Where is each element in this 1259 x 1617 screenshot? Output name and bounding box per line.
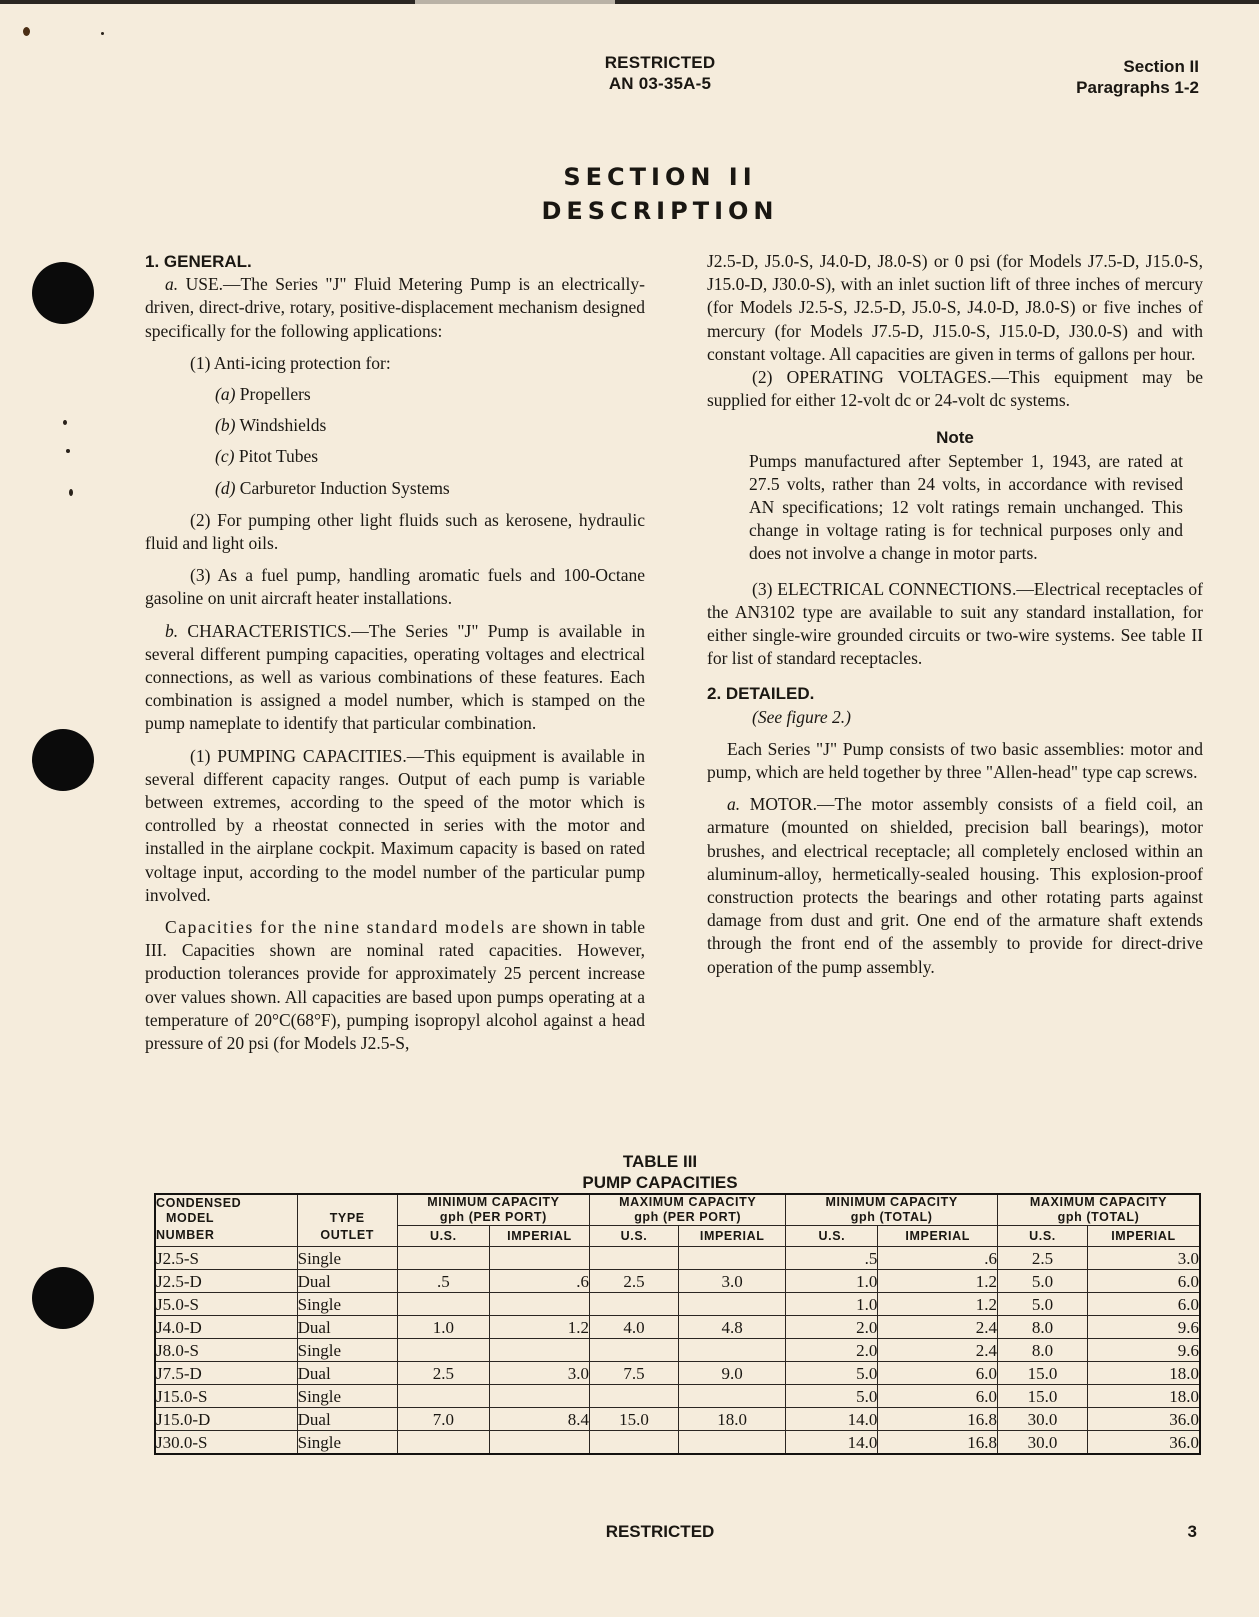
cell-type: Single [297,1385,397,1408]
cell-model: J15.0-D [155,1408,297,1431]
column-header-model-number: NUMBER [155,1226,297,1247]
cell-max-port-imp: 3.0 [679,1270,786,1293]
cell-min-tot-imp: 1.2 [878,1293,998,1316]
ink-speck [23,27,30,36]
cell-model: J15.0-S [155,1385,297,1408]
see-figure-reference: (See figure 2.) [752,706,851,727]
cell-min-port-imp: 1.2 [489,1316,589,1339]
cell-max-tot-imp: 9.6 [1087,1316,1200,1339]
cell-max-tot-imp: 3.0 [1087,1247,1200,1270]
cell-min-tot-imp: 16.8 [878,1408,998,1431]
cell-max-port-us [590,1385,679,1408]
cell-max-port-imp [679,1247,786,1270]
cell-max-port-us: 4.0 [590,1316,679,1339]
cell-min-tot-us: 1.0 [786,1293,878,1316]
cell-min-port-us [397,1431,489,1455]
cell-type: Dual [297,1270,397,1293]
paragraph-characteristics: b. CHARACTERISTICS.—The Series "J" Pump is available in several different pumping capacities, operating voltages and electrical connections, as well as various combinations of these features. Each combination is assigned a model number, which is stamped on the pump nameplate to identify that particular combination. [145,620,645,734]
paragraph-motor: a. MOTOR.—The motor assembly consists of a field coil, an armature (mounted on shielded, precision ball bearings), motor brushes, and electrical receptacle; all completely enclosed within an aluminum-alloy, hermetically-sealed housing. This explosion-proof construction protects the bearings and other rotating parts against damage from dust and grit. One end of the armature shaft extends through the front end of the assembly to provide for direct-drive operation of the pump assembly. [707,794,1203,977]
cell-min-tot-imp: 16.8 [878,1431,998,1455]
subheader-imperial: IMPERIAL [489,1226,589,1247]
cell-min-tot-imp: 1.2 [878,1270,998,1293]
cell-max-tot-imp: 6.0 [1087,1270,1200,1293]
paragraph-continuation: J2.5-D, J5.0-S, J4.0-D, J8.0-S) or 0 psi (for Models J7.5-D, J15.0-S, J15.0-D, J30.0-S), with an inlet suction lift of three inches of mercury (for Models J2.5-S, J2.5-D, J5.0-S, J4.0-D, J8.0-S) or five inches of mercury (for Models J7.5-D, J15.0-S, J15.0-D, J30.0-S) and with constant voltage. All capacities are given in terms of gallons per hour. [707,251,1203,364]
cell-max-tot-us: 30.0 [998,1408,1088,1431]
section-title-line2: DESCRIPTION [541,197,779,225]
page-header-center [560,52,760,94]
subheader-imperial: IMPERIAL [878,1226,998,1247]
table-row [155,1270,1200,1293]
label-b: b. [165,620,179,641]
column-header-type: TYPE [297,1194,397,1226]
page-number: 3 [1187,1522,1197,1541]
application-1a: (a) Propellers [215,384,311,405]
table-row [155,1293,1200,1316]
scan-top-edge [0,0,1259,4]
paragraph-assemblies: Each Series "J" Pump consists of two basic assemblies: motor and pump, which are held together by three "Allen-head" type cap screws. [707,738,1203,783]
table-caption: PUMP CAPACITIES [582,1173,738,1192]
header-classification: RESTRICTED [604,53,716,72]
left-column [145,250,645,1055]
cell-max-tot-imp: 36.0 [1087,1431,1200,1455]
table-row [155,1247,1200,1270]
cell-min-tot-us: 2.0 [786,1339,878,1362]
cell-max-tot-imp: 18.0 [1087,1362,1200,1385]
table-title [560,1151,760,1193]
header-doc-number: AN 03-35A-5 [608,74,712,93]
cell-min-tot-us: 14.0 [786,1408,878,1431]
cell-max-tot-imp: 18.0 [1087,1385,1200,1408]
cell-min-tot-imp: 2.4 [878,1316,998,1339]
subheader-us: U.S. [397,1226,489,1247]
cell-min-port-imp: .6 [489,1270,589,1293]
cell-max-port-imp: 4.8 [679,1316,786,1339]
section-title-line1: SECTION II [563,163,757,191]
cell-max-port-us: 2.5 [590,1270,679,1293]
cell-max-tot-imp: 36.0 [1087,1408,1200,1431]
right-column [707,250,1203,979]
binder-hole-icon [32,729,94,791]
label-a: a. [727,794,741,815]
subheader-us: U.S. [590,1226,679,1247]
cell-max-port-us: 7.5 [590,1362,679,1385]
cell-model: J2.5-S [155,1247,297,1270]
cell-min-port-imp [489,1247,589,1270]
cell-min-port-us [397,1247,489,1270]
cell-max-port-us: 15.0 [590,1408,679,1431]
cell-min-tot-imp: 2.4 [878,1339,998,1362]
cell-min-tot-us: 2.0 [786,1316,878,1339]
cell-min-port-us [397,1339,489,1362]
pump-capacities-table [154,1193,1201,1455]
table-body [155,1247,1200,1455]
note-title: Note [936,428,974,448]
cell-type: Single [297,1339,397,1362]
table-row [155,1431,1200,1455]
cell-max-tot-us: 8.0 [998,1339,1088,1362]
cell-type: Dual [297,1316,397,1339]
column-group-max-total: MAXIMUM CAPACITY gph (TOTAL) [998,1194,1201,1226]
cell-min-port-imp: 3.0 [489,1362,589,1385]
column-group-min-total: MINIMUM CAPACITY gph (TOTAL) [786,1194,998,1226]
cell-max-tot-us: 15.0 [998,1362,1088,1385]
note-body: Pumps manufactured after September 1, 1943, are rated at 27.5 volts, rather than 24 volts, in accordance with revised AN specifications; 12 volt ratings remain unchanged. This change in voltage rating is for technical purposes only and does not involve a change in motor parts. [749,450,1183,564]
column-header-model: CONDENSED MODEL [155,1194,297,1226]
cell-max-tot-us: 5.0 [998,1293,1088,1316]
application-1d: (d) Carburetor Induction Systems [215,477,450,498]
cell-type: Single [297,1293,397,1316]
cell-type: Dual [297,1362,397,1385]
cell-max-tot-us: 5.0 [998,1270,1088,1293]
cell-max-tot-imp: 9.6 [1087,1339,1200,1362]
cell-model: J8.0-S [155,1339,297,1362]
table-row [155,1362,1200,1385]
table-number: TABLE III [622,1152,698,1171]
cell-max-port-us [590,1293,679,1316]
cell-max-port-imp [679,1339,786,1362]
cell-min-port-imp [489,1385,589,1408]
application-2: (2) For pumping other light fluids such as kerosene, hydraulic fluid and light oils. [145,509,645,554]
table-header-row [155,1194,1200,1226]
header-paragraphs-ref: Paragraphs 1-2 [1076,78,1199,97]
binder-hole-icon [32,262,94,324]
paragraph-use: a. USE.—The Series "J" Fluid Metering Pump is an electrically-driven, direct-drive, rotary, positive-displacement mechanism designed specifically for the following applications: [145,274,645,341]
paragraph-electrical-connections: (3) ELECTRICAL CONNECTIONS.—Electrical receptacles of the AN3102 type are available to suit any standard installation, for either single-wire grounded circuits or two-wire systems. See table II for list of standard receptacles. [707,578,1203,669]
section-title [500,160,820,228]
column-header-outlet: OUTLET [297,1226,397,1247]
cell-min-tot-imp: 6.0 [878,1362,998,1385]
column-group-max-per-port: MAXIMUM CAPACITY gph (PER PORT) [590,1194,786,1226]
column-group-min-per-port: MINIMUM CAPACITY gph (PER PORT) [397,1194,589,1226]
paragraph-pumping-capacities: (1) PUMPING CAPACITIES.—This equipment is available in several different capacity ranges. Output of each pump is variable between extremes, according to the speed of the motor which is controlled by a rheostat connected in series with the motor and installed in the airplane cockpit. Maximum capacity is based on rated voltage input, according to the model number of the particular pump involved. [145,745,645,905]
subheader-imperial: IMPERIAL [679,1226,786,1247]
cell-min-tot-imp: .6 [878,1247,998,1270]
application-1b: (b) Windshields [215,415,327,436]
cell-max-tot-us: 2.5 [998,1247,1088,1270]
cell-min-port-imp: 8.4 [489,1408,589,1431]
footer-classification: RESTRICTED [605,1522,715,1541]
application-3: (3) As a fuel pump, handling aromatic fuels and 100-Octane gasoline on unit aircraft heater installations. [145,565,645,609]
binder-hole-icon [32,1267,94,1329]
cell-min-tot-imp: 6.0 [878,1385,998,1408]
cell-max-port-imp [679,1431,786,1455]
subheader-us: U.S. [998,1226,1088,1247]
cell-max-port-imp: 18.0 [679,1408,786,1431]
cell-min-port-us: 2.5 [397,1362,489,1385]
cell-min-tot-us: .5 [786,1247,878,1270]
subheader-us: U.S. [786,1226,878,1247]
cell-model: J30.0-S [155,1431,297,1455]
ink-speck [66,449,70,453]
heading-detailed: 2. DETAILED. [707,684,815,704]
table-row [155,1408,1200,1431]
cell-min-port-imp [489,1431,589,1455]
cell-max-tot-imp: 6.0 [1087,1293,1200,1316]
cell-min-tot-us: 5.0 [786,1385,878,1408]
cell-min-port-us: 7.0 [397,1408,489,1431]
table-row [155,1339,1200,1362]
cell-min-port-us: .5 [397,1270,489,1293]
heading-general: 1. GENERAL. [145,252,252,271]
cell-max-tot-us: 15.0 [998,1385,1088,1408]
cell-max-tot-us: 30.0 [998,1431,1088,1455]
cell-min-tot-us: 14.0 [786,1431,878,1455]
cell-max-tot-us: 8.0 [998,1316,1088,1339]
cell-model: J2.5-D [155,1270,297,1293]
application-1: (1) Anti-icing protection for: [190,352,391,373]
ink-speck [101,32,104,35]
header-section-ref: Section II [1123,57,1199,76]
cell-model: J5.0-S [155,1293,297,1316]
table-subheader-row [155,1226,1200,1247]
cell-max-port-imp [679,1293,786,1316]
cell-max-port-imp: 9.0 [679,1362,786,1385]
table-row [155,1316,1200,1339]
ink-speck [63,420,67,425]
cell-model: J4.0-D [155,1316,297,1339]
cell-type: Dual [297,1408,397,1431]
table-row [155,1385,1200,1408]
paragraph-capacities: Capacities for the nine standard models are shown in table III. Capacities shown are nominal rated capacities. However, production tolerances provide for approximately 25 percent increase over values shown. All capacities are based upon pumps operating at a temperature of 20°C(68°F), pumping isopropyl alcohol against a head pressure of 20 psi (for Models J2.5-S, [145,917,645,1054]
cell-min-port-imp [489,1339,589,1362]
cell-min-tot-us: 1.0 [786,1270,878,1293]
application-1c: (c) Pitot Tubes [215,446,319,467]
cell-min-port-imp [489,1293,589,1316]
cell-max-port-imp [679,1385,786,1408]
cell-min-port-us: 1.0 [397,1316,489,1339]
cell-max-port-us [590,1431,679,1455]
cell-model: J7.5-D [155,1362,297,1385]
paragraph-operating-voltages: (2) OPERATING VOLTAGES.—This equipment may be supplied for either 12-volt dc or 24-volt dc systems. [707,367,1203,411]
cell-max-port-us [590,1247,679,1270]
subheader-imperial: IMPERIAL [1087,1226,1200,1247]
page-header-right [1076,56,1199,98]
ink-speck [69,489,73,496]
cell-min-tot-us: 5.0 [786,1362,878,1385]
cell-min-port-us [397,1385,489,1408]
cell-type: Single [297,1247,397,1270]
label-a: a. [165,274,179,295]
cell-type: Single [297,1431,397,1455]
cell-min-port-us [397,1293,489,1316]
cell-max-port-us [590,1339,679,1362]
